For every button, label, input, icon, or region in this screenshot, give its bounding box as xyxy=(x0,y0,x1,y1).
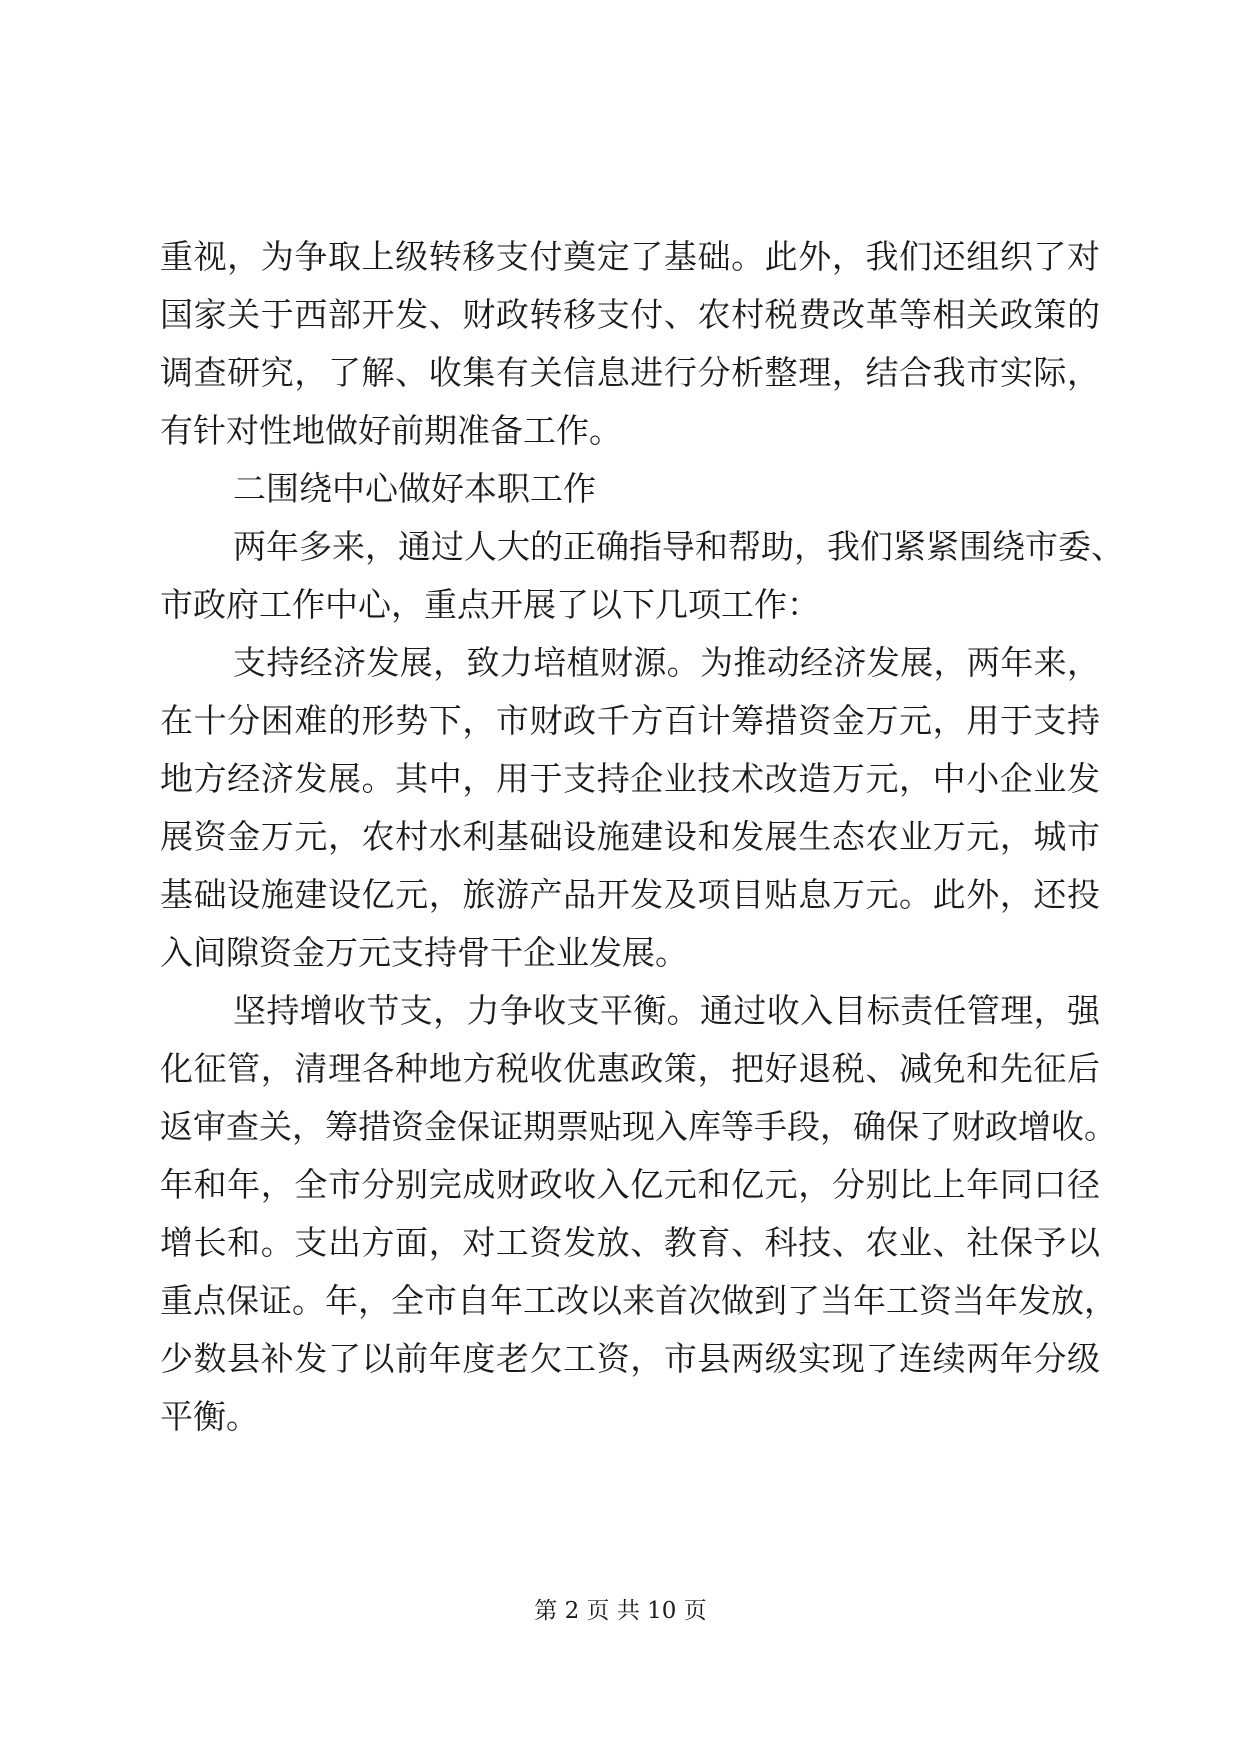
body-line: 地方经济发展。其中，用于支持企业技术改造万元，中小企业发 xyxy=(160,759,1100,798)
body-line: 调查研究，了解、收集有关信息进行分析整理，结合我市实际， xyxy=(160,353,1100,392)
page-number: 第 2 页 共 10 页 xyxy=(534,1598,707,1624)
section-heading: 二围绕中心做好本职工作 xyxy=(233,469,596,508)
body-line: 两年多来，通过人大的正确指导和帮助，我们紧紧围绕市委、 xyxy=(233,527,1124,566)
body-line: 市政府工作中心，重点开展了以下几项工作： xyxy=(160,585,820,624)
body-line: 在十分困难的形势下，市财政千方百计筹措资金万元，用于支持 xyxy=(160,701,1100,740)
body-line: 少数县补发了以前年度老欠工资，市县两级实现了连续两年分级 xyxy=(160,1339,1100,1378)
body-line: 年和年，全市分别完成财政收入亿元和亿元，分别比上年同口径 xyxy=(160,1165,1100,1204)
body-line: 支持经济发展，致力培植财源。为推动经济发展，两年来， xyxy=(233,643,1100,682)
body-line: 展资金万元，农村水利基础设施建设和发展生态农业万元，城市 xyxy=(160,817,1100,856)
body-line: 坚持增收节支，力争收支平衡。通过收入目标责任管理，强 xyxy=(233,991,1100,1030)
body-line: 国家关于西部开发、财政转移支付、农村税费改革等相关政策的 xyxy=(160,295,1100,334)
body-line: 有针对性地做好前期准备工作。 xyxy=(160,411,622,450)
body-line: 增长和。支出方面，对工资发放、教育、科技、农业、社保予以 xyxy=(160,1223,1100,1262)
body-line: 基础设施建设亿元，旅游产品开发及项目贴息万元。此外，还投 xyxy=(160,875,1100,914)
body-line: 平衡。 xyxy=(160,1397,259,1436)
body-line: 重点保证。年，全市自年工改以来首次做到了当年工资当年发放， xyxy=(160,1281,1117,1320)
body-line: 化征管，清理各种地方税收优惠政策，把好退税、减免和先征后 xyxy=(160,1049,1100,1088)
body-line: 入间隙资金万元支持骨干企业发展。 xyxy=(160,933,688,972)
body-line: 重视，为争取上级转移支付奠定了基础。此外，我们还组织了对 xyxy=(160,237,1100,276)
body-line: 返审查关，筹措资金保证期票贴现入库等手段，确保了财政增收。 xyxy=(160,1107,1117,1146)
